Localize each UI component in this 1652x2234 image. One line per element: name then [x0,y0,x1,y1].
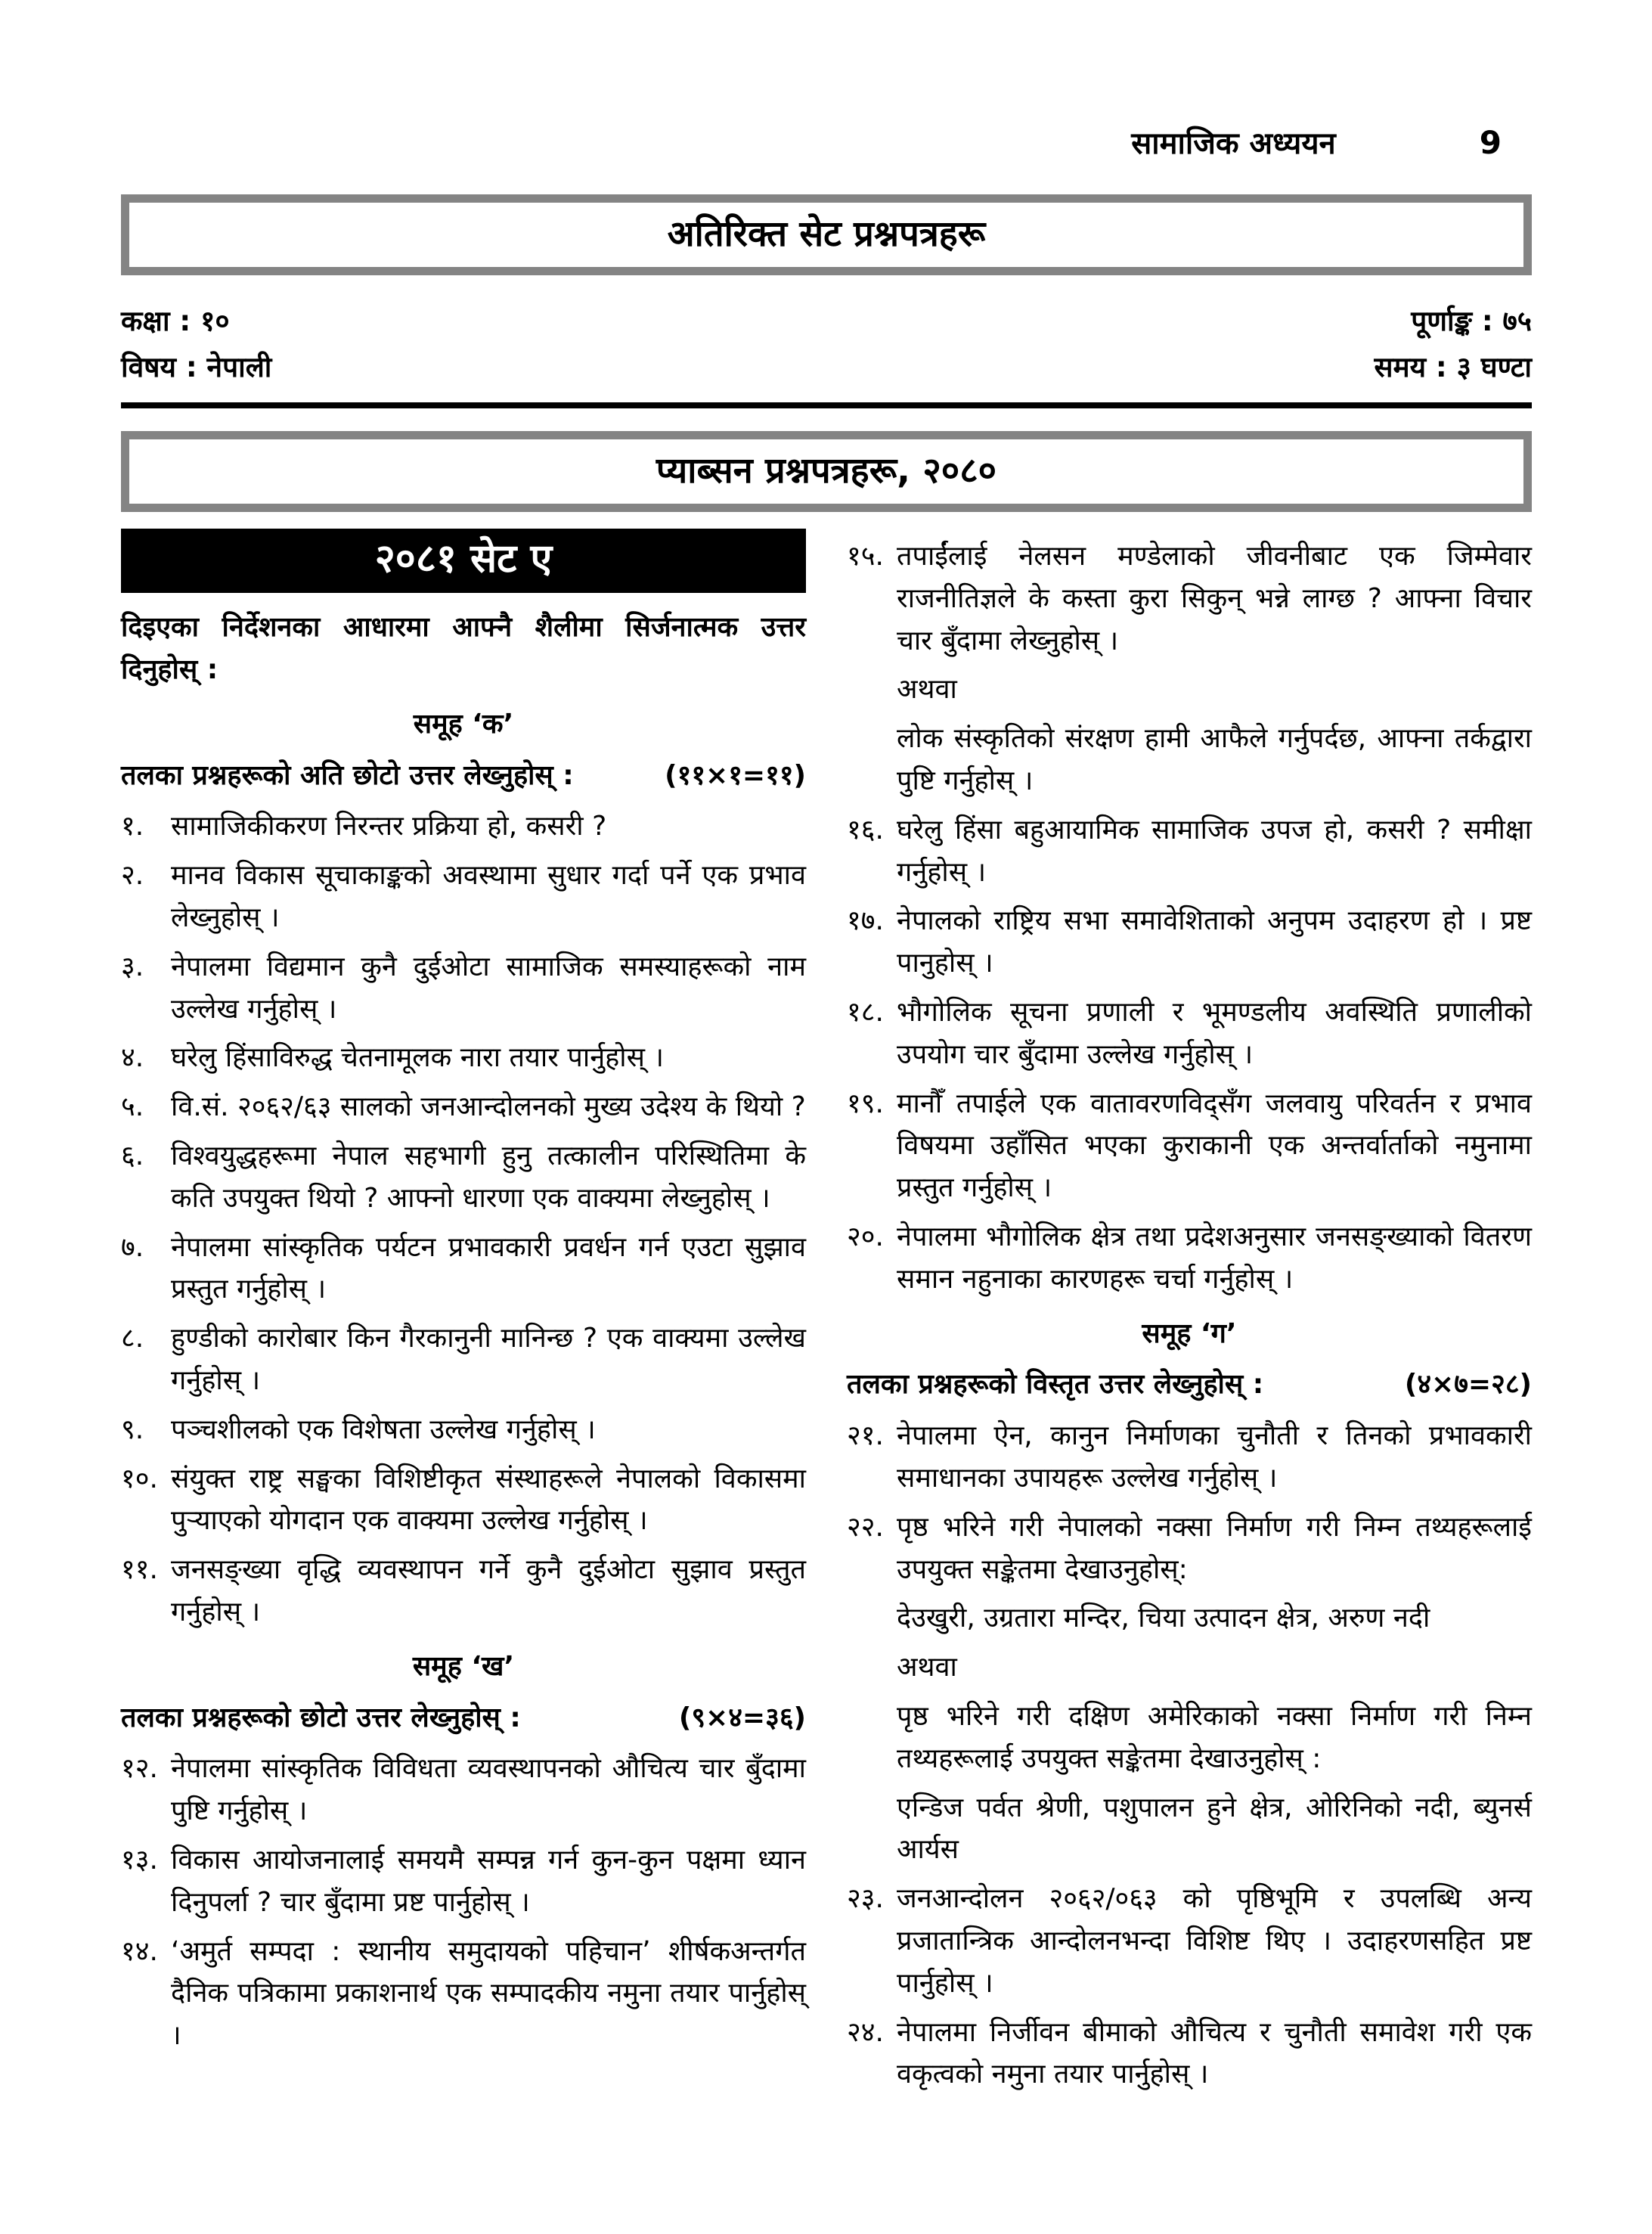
question-number: २२. [847,1511,884,1543]
question-number: २४. [847,2016,884,2048]
block-text: पृष्ठ भरिने गरी दक्षिण अमेरिकाको नक्सा निर्माण गरी निम्न तथ्यहरूलाई उपयुक्त सङ्केतमा देखाउनुहोस् : [897,1701,1532,1774]
content-block [121,1839,806,1924]
content-block [847,669,1532,711]
content-block [847,718,1532,802]
question-number: २. [121,860,144,892]
content-block [121,1317,806,1402]
block-text: तलका प्रश्नहरूको विस्तृत उत्तर लेख्नुहोस् : [847,1369,1264,1401]
block-text: पञ्चशीलको एक विशेषता उल्लेख गर्नुहोस् । [171,1413,596,1445]
question-number: १४. [121,1935,158,1967]
content-block [847,1364,1532,1406]
content-block [121,1227,806,1311]
content-block [121,1748,806,1832]
block-text: नेपालमा सांस्कृतिक विविधता व्यवस्थापनको औचित्य चार बुँदामा पुष्टि गर्नुहोस् । [171,1753,806,1827]
content-block [121,703,806,746]
content-block [847,1216,1532,1301]
content-block [121,755,806,797]
marks-allocation: (४×७=२८) [1404,1369,1532,1401]
question-number: १९. [847,1088,884,1119]
subject-label: विषय : नेपाली [121,351,272,384]
content-block [121,805,806,848]
question-number: २१. [847,1420,884,1452]
block-text: घरेलु हिंसाविरुद्ध चेतनामूलक नारा तयार पार्नुहोस् । [171,1042,665,1074]
page-number: 9 [1479,124,1502,161]
block-text: पृष्ठ भरिने गरी नेपालको नक्सा निर्माण गरी निम्न तथ्यहरूलाई उपयुक्त सङ्केतमा देखाउनुहोस्: [897,1511,1532,1585]
content-block [847,1646,1532,1689]
content-block [121,855,806,939]
two-column-layout [121,529,1532,2102]
left-column [121,529,806,2064]
block-text: मानव विकास सूचाकाङ्कको अवस्थामा सुधार गर्दा पर्ने एक प्रभाव लेख्नुहोस् । [171,860,806,934]
content-block [847,809,1532,894]
block-text: मानौँ तपाईले एक वातावरणविद्सँग जलवायु परिवर्तन र प्रभाव विषयमा उहाँसित भएका कुराकानी एक अन्तर्वार्ताको नमुनामा प्रस्तुत गर्नुहोस् । [897,1088,1532,1204]
content-block [847,1787,1532,1872]
question-number: ६. [121,1140,144,1172]
block-text: संयुक्त राष्ट्र सङ्घका विशिष्टीकृत संस्थाहरूले नेपालको विकासमा पुऱ्याएको योगदान एक वाक्यमा उल्लेख गर्नुहोस् । [171,1463,806,1537]
block-text: तपाईंलाई नेलसन मण्डेलाको जीवनीबाट एक जिम्मेवार राजनीतिज्ञले के कस्ता कुरा सिकुन् भन्ने लाग्छ ? आफ्ना विचार चार बुँदामा लेख्नुहोस् । [897,541,1532,656]
exam-meta [121,298,1532,390]
block-text: विश्वयुद्धहरूमा नेपाल सहभागी हुनु तत्कालीन परिस्थितिमा के कति उपयुक्त थियो ? आफ्नो धारणा एक वाक्यमा लेख्नुहोस् । [171,1140,806,1214]
content-block [847,1083,1532,1209]
content-block [121,1409,806,1451]
block-text: वि.सं. २०६२/६३ सालको जनआन्दोलनको मुख्य उदेश्य के थियो ? [171,1091,806,1123]
question-number: ५. [121,1091,144,1123]
content-block [847,1415,1532,1500]
content-block [847,535,1532,662]
block-text: अथवा [897,1652,957,1683]
question-number: १. [121,811,144,842]
marks-allocation: (११×१=११) [665,759,806,791]
content-block [847,991,1532,1076]
meta-row-2 [121,344,1532,390]
block-text: समूह ‘क’ [413,708,514,740]
question-number: ४. [121,1042,144,1074]
question-number: ११. [121,1554,158,1586]
question-number: ७. [121,1231,144,1263]
block-text: नेपालमा सांस्कृतिक पर्यटन प्रभावकारी प्रवर्धन गर्न एउटा सुझाव प्रस्तुत गर्नुहोस् । [171,1231,806,1305]
block-text: विकास आयोजनालाई समयमै सम्पन्न गर्न कुन-कुन पक्षमा ध्यान दिनुपर्ला ? चार बुँदामा प्रष्ट पार्नुहोस् । [171,1845,806,1918]
marks-allocation: (९×४=३६) [678,1702,806,1733]
block-text: घरेलु हिंसा बहुआयामिक सामाजिक उपज हो, कसरी ? समीक्षा गर्नुहोस् । [897,814,1532,888]
question-number: १५. [847,541,884,572]
content-block [121,1135,806,1220]
content-block [847,1597,1532,1640]
question-number: ८. [121,1323,144,1354]
block-text: नेपालको राष्ट्रिय सभा समावेशिताको अनुपम उदाहरण हो । प्रष्ट पानुहोस् । [897,905,1532,979]
content-block [847,1878,1532,2004]
content-block [121,1037,806,1079]
content-block [121,1931,806,2057]
content-block [121,1086,806,1128]
question-number: २०. [847,1221,884,1253]
content-block [121,1549,806,1634]
block-text: जनसङ्ख्या वृद्धि व्यवस्थापन गर्ने कुनै दुईओटा सुझाव प्रस्तुत गर्नुहोस् । [171,1554,806,1628]
block-text: भौगोलिक सूचना प्रणाली र भूमण्डलीय अवस्थिति प्रणालीको उपयोग चार बुँदामा उल्लेख गर्नुहोस् । [897,997,1532,1070]
content-block [121,946,806,1031]
block-text: सामाजिकीकरण निरन्तर प्रक्रिया हो, कसरी ? [171,811,607,842]
block-text: दिइएका निर्देशनका आधारमा आफ्नै शैलीमा सिर्जनात्मक उत्तर दिनुहोस् : [121,612,806,686]
content-block [847,1696,1532,1780]
question-number: २३. [847,1883,884,1915]
question-number: १२. [121,1753,158,1785]
block-text: हुण्डीको कारोबार किन गैरकानुनी मानिन्छ ? एक वाक्यमा उल्लेख गर्नुहोस् । [171,1323,806,1397]
block-text: तलका प्रश्नहरूको अति छोटो उत्तर लेख्नुहोस् : [121,759,574,791]
block-text: देउखुरी, उग्रतारा मन्दिर, चिया उत्पादन क्षेत्र, अरुण नदी [897,1603,1430,1634]
content-block [121,1646,806,1688]
block-text: एन्डिज पर्वत श्रेणी, पशुपालन हुने क्षेत्र, ओरिनिको नदी, ब्युनर्स आर्यस [897,1792,1532,1866]
block-text: नेपालमा भौगोलिक क्षेत्र तथा प्रदेशअनुसार जनसङ्ख्याको वितरण समान नहुनाका कारणहरू चर्चा गर्नुहोस् । [897,1221,1532,1295]
content-block [121,1697,806,1739]
book-section-title: सामाजिक अध्ययन [1131,126,1336,161]
content-block [121,529,806,593]
divider-rule [121,402,1532,408]
extra-set-box [121,194,1532,275]
extra-set-title: अतिरिक्त सेट प्रश्नपत्रहरू [667,213,986,255]
content-block [847,1506,1532,1591]
content-block [121,1458,806,1543]
time-label: समय : ३ घण्टा [1374,351,1532,384]
full-marks-label: पूर्णाङ्क : ७५ [1411,305,1532,337]
question-number: १०. [121,1463,158,1494]
content-block [847,2012,1532,2096]
pabson-title: प्याब्सन प्रश्नपत्रहरू, २०८० [656,450,997,492]
block-text: समूह ‘ख’ [412,1650,515,1682]
block-text: तलका प्रश्नहरूको छोटो उत्तर लेख्नुहोस् : [121,1702,521,1733]
block-text: नेपालमा विद्यमान कुनै दुईओटा सामाजिक समस्याहरूको नाम उल्लेख गर्नुहोस् । [171,951,806,1025]
block-text: अथवा [897,674,957,706]
question-number: १६. [847,814,884,846]
block-text: नेपालमा ऐन, कानुन निर्माणका चुनौती र तिनको प्रभावकारी समाधानका उपायहरू उल्लेख गर्नुहोस् । [897,1420,1532,1494]
block-text: २०८१ सेट ए [374,536,553,582]
page-header [121,121,1532,163]
question-number: १७. [847,905,884,937]
question-number: १८. [847,997,884,1029]
pabson-box [121,431,1532,512]
content-block [847,900,1532,985]
content-block [121,607,806,691]
right-column [847,529,1532,2102]
block-text: नेपालमा निर्जीवन बीमाको औचित्य र चुनौती समावेश गरी एक वकृत्वको नमुना तयार पार्नुहोस् । [897,2016,1532,2090]
content-block [847,1313,1532,1355]
block-text: जनआन्दोलन २०६२/०६३ को पृष्ठिभूमि र उपलब्धि अन्य प्रजातान्त्रिक आन्दोलनभन्दा विशिष्ट थिए । उदाहरणसहित प्रष्ट पार्नुहोस् । [897,1883,1532,1999]
block-text: लोक संस्कृतिको संरक्षण हामी आफैले गर्नुपर्दछ, आफ्ना तर्कद्वारा पुष्टि गर्नुहोस् । [897,723,1532,797]
block-text: समूह ‘ग’ [1142,1317,1237,1349]
class-label: कक्षा : १० [121,305,230,337]
meta-row-1 [121,298,1532,344]
question-number: ९. [121,1413,144,1445]
question-number: ३. [121,951,144,982]
block-text: ‘अमुर्त सम्पदा : स्थानीय समुदायको पहिचान’ शीर्षकअन्तर्गत दैनिक पत्रिकामा प्रकाशनार्थ एक सम्पादकीय नमुना तयार पार्नुहोस् । [171,1935,806,2052]
question-number: १३. [121,1845,158,1876]
